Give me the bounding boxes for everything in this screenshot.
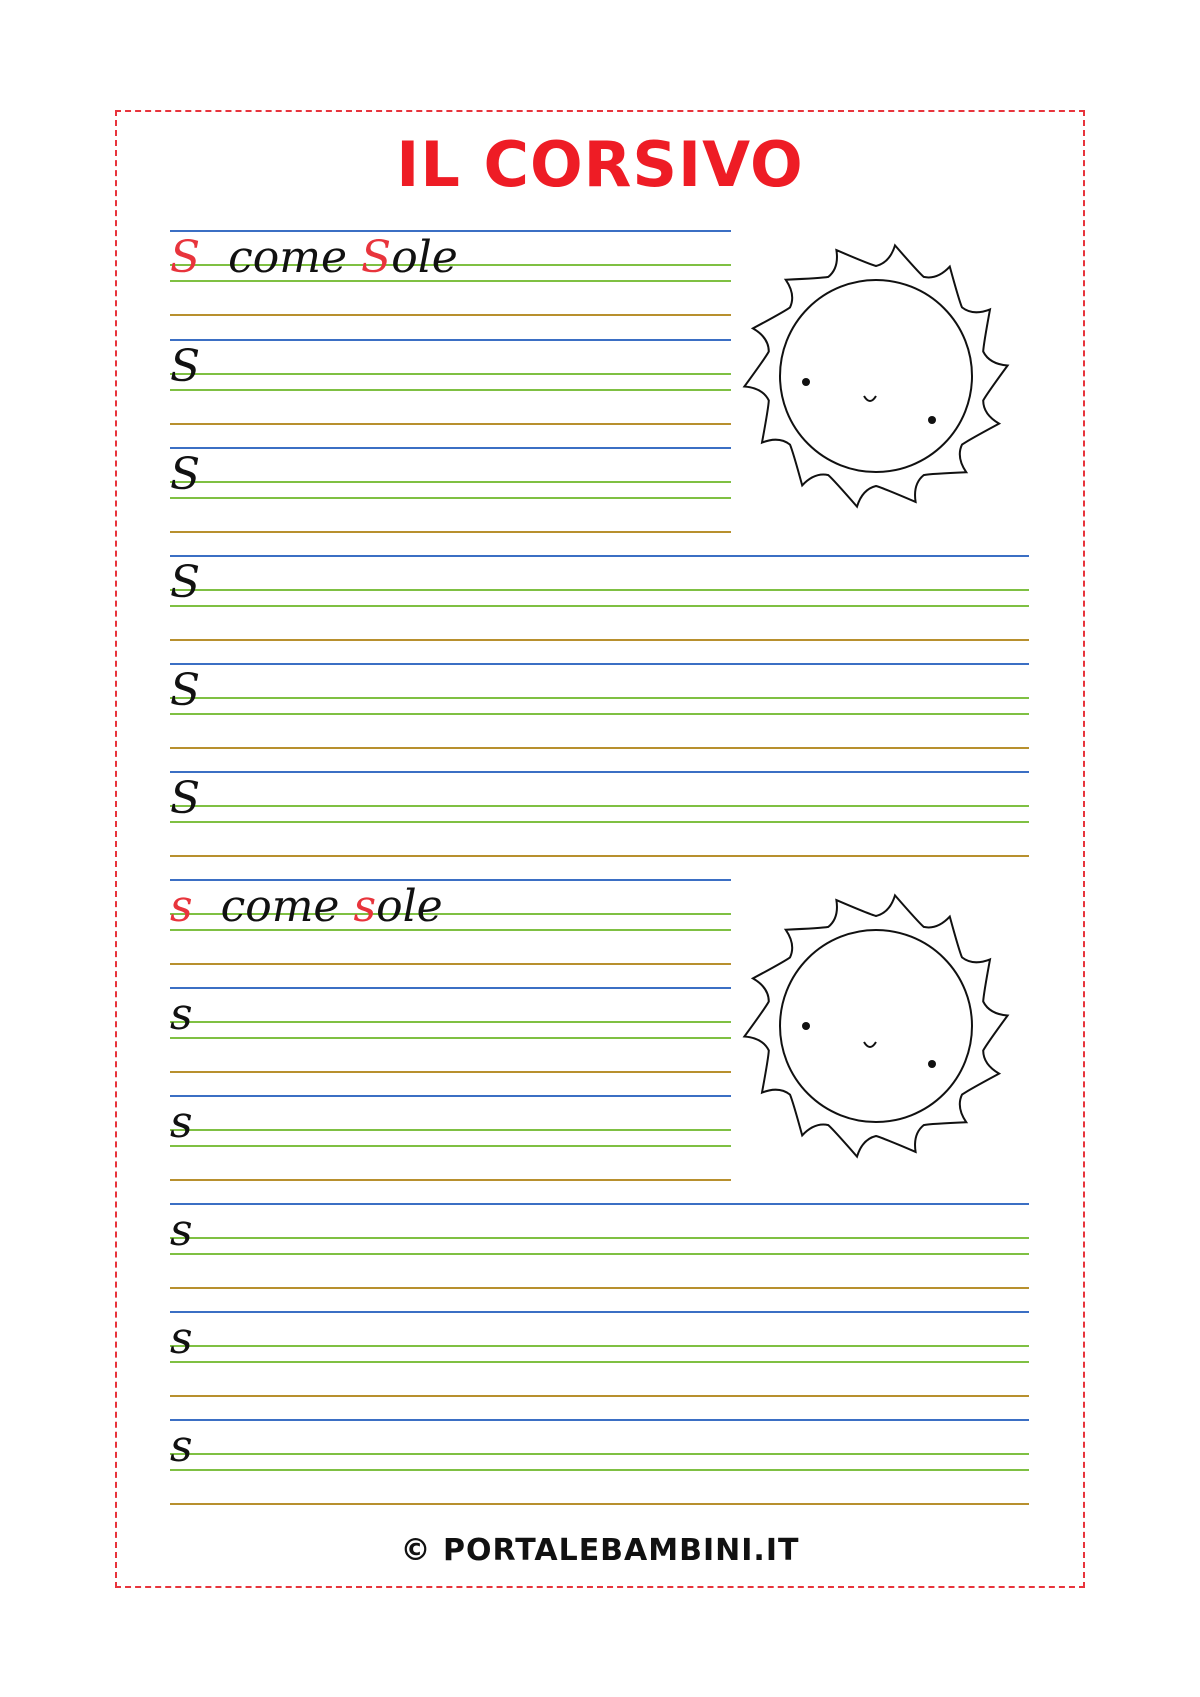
example-word-rest: ole [376, 881, 443, 932]
example-word-initial: s [353, 881, 377, 932]
practice-letter: S [170, 341, 201, 392]
example-word-initial: S [361, 232, 392, 283]
example-come: come [220, 881, 340, 932]
copyright-footer: © PORTALEBAMBINI.IT [400, 1533, 800, 1568]
practice-letter: s [170, 1097, 193, 1148]
smiling-sun-icon [736, 886, 1016, 1166]
writing-row [170, 339, 731, 425]
example-come: come [228, 232, 348, 283]
writing-row [170, 447, 731, 533]
practice-letter: S [170, 665, 201, 716]
example-sentence-lower [170, 881, 443, 933]
practice-letter: S [170, 557, 201, 608]
writing-row [170, 1311, 1029, 1397]
writing-row [170, 987, 731, 1073]
example-letter: S [170, 232, 201, 283]
writing-row [170, 1203, 1029, 1289]
writing-row [170, 663, 1029, 749]
page-title: IL CORSIVO [396, 128, 804, 201]
example-sentence-upper [170, 232, 458, 284]
example-letter: s [170, 881, 193, 932]
example-word-rest: ole [391, 232, 458, 283]
practice-letter: s [170, 1313, 193, 1364]
writing-row [170, 1095, 731, 1181]
practice-letter: s [170, 989, 193, 1040]
writing-row-example-upper [170, 230, 731, 316]
practice-letter: s [170, 1205, 193, 1256]
writing-row-example-lower [170, 879, 731, 965]
practice-letter: S [170, 773, 201, 824]
practice-letter: S [170, 449, 201, 500]
smiling-sun-icon [736, 236, 1016, 516]
writing-row [170, 555, 1029, 641]
practice-letter: s [170, 1421, 193, 1472]
writing-row [170, 771, 1029, 857]
writing-row [170, 1419, 1029, 1505]
